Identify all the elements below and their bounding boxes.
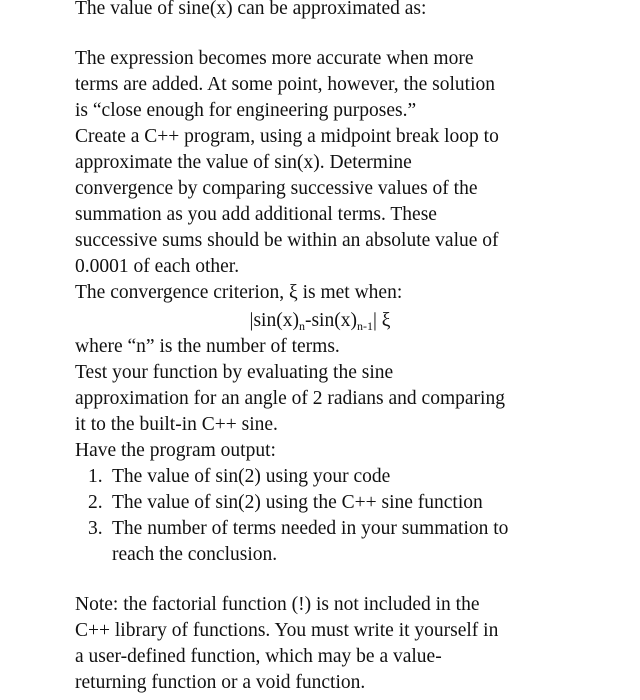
para1-line: successive sums should be within an absolute value of bbox=[75, 230, 499, 251]
para1-line: The convergence criterion, ξ is met when: bbox=[75, 282, 403, 303]
list-item-continuation: reach the conclusion. bbox=[112, 544, 278, 565]
para1-line: Create a C++ program, using a midpoint break loop to bbox=[75, 126, 499, 147]
para1-line: The expression becomes more accurate when more bbox=[75, 48, 474, 69]
para2-line: Test your function by evaluating the sine bbox=[75, 362, 394, 383]
para1-line: convergence by comparing successive values of the bbox=[75, 178, 478, 199]
para2-line: it to the built-in C++ sine. bbox=[75, 414, 278, 435]
para1-line: approximate the value of sin(x). Determine bbox=[75, 152, 412, 173]
para1-line: summation as you add additional terms. These bbox=[75, 204, 437, 225]
list-item: 1. The value of sin(2) using your code bbox=[88, 466, 391, 487]
note-line: a user-defined function, which may be a value- bbox=[75, 646, 442, 667]
para1-line: is “close enough for engineering purposes.” bbox=[75, 100, 417, 121]
para1-line: terms are added. At some point, however, the solution bbox=[75, 74, 496, 95]
note-line: Note: the factorial function (!) is not included in the bbox=[75, 594, 480, 615]
para2-line: where “n” is the number of terms. bbox=[75, 336, 340, 357]
para1-line: 0.0001 of each other. bbox=[75, 256, 240, 277]
list-item: 3. The number of terms needed in your summation to bbox=[88, 518, 509, 539]
note-line: C++ library of functions. You must write it yourself in bbox=[75, 620, 499, 641]
para2-line: approximation for an angle of 2 radians and comparing bbox=[75, 388, 505, 409]
list-item: 2. The value of sin(2) using the C++ sine function bbox=[88, 492, 483, 513]
note-line: returning function or a void function. bbox=[75, 672, 366, 693]
convergence-formula: $|\sin(x)_n-\sin(x)_{n-1}|$ ξ bbox=[249, 310, 391, 333]
intro-line: The value of sine(x) can be approximated as: bbox=[75, 0, 427, 19]
para2-line: Have the program output: bbox=[75, 440, 276, 461]
